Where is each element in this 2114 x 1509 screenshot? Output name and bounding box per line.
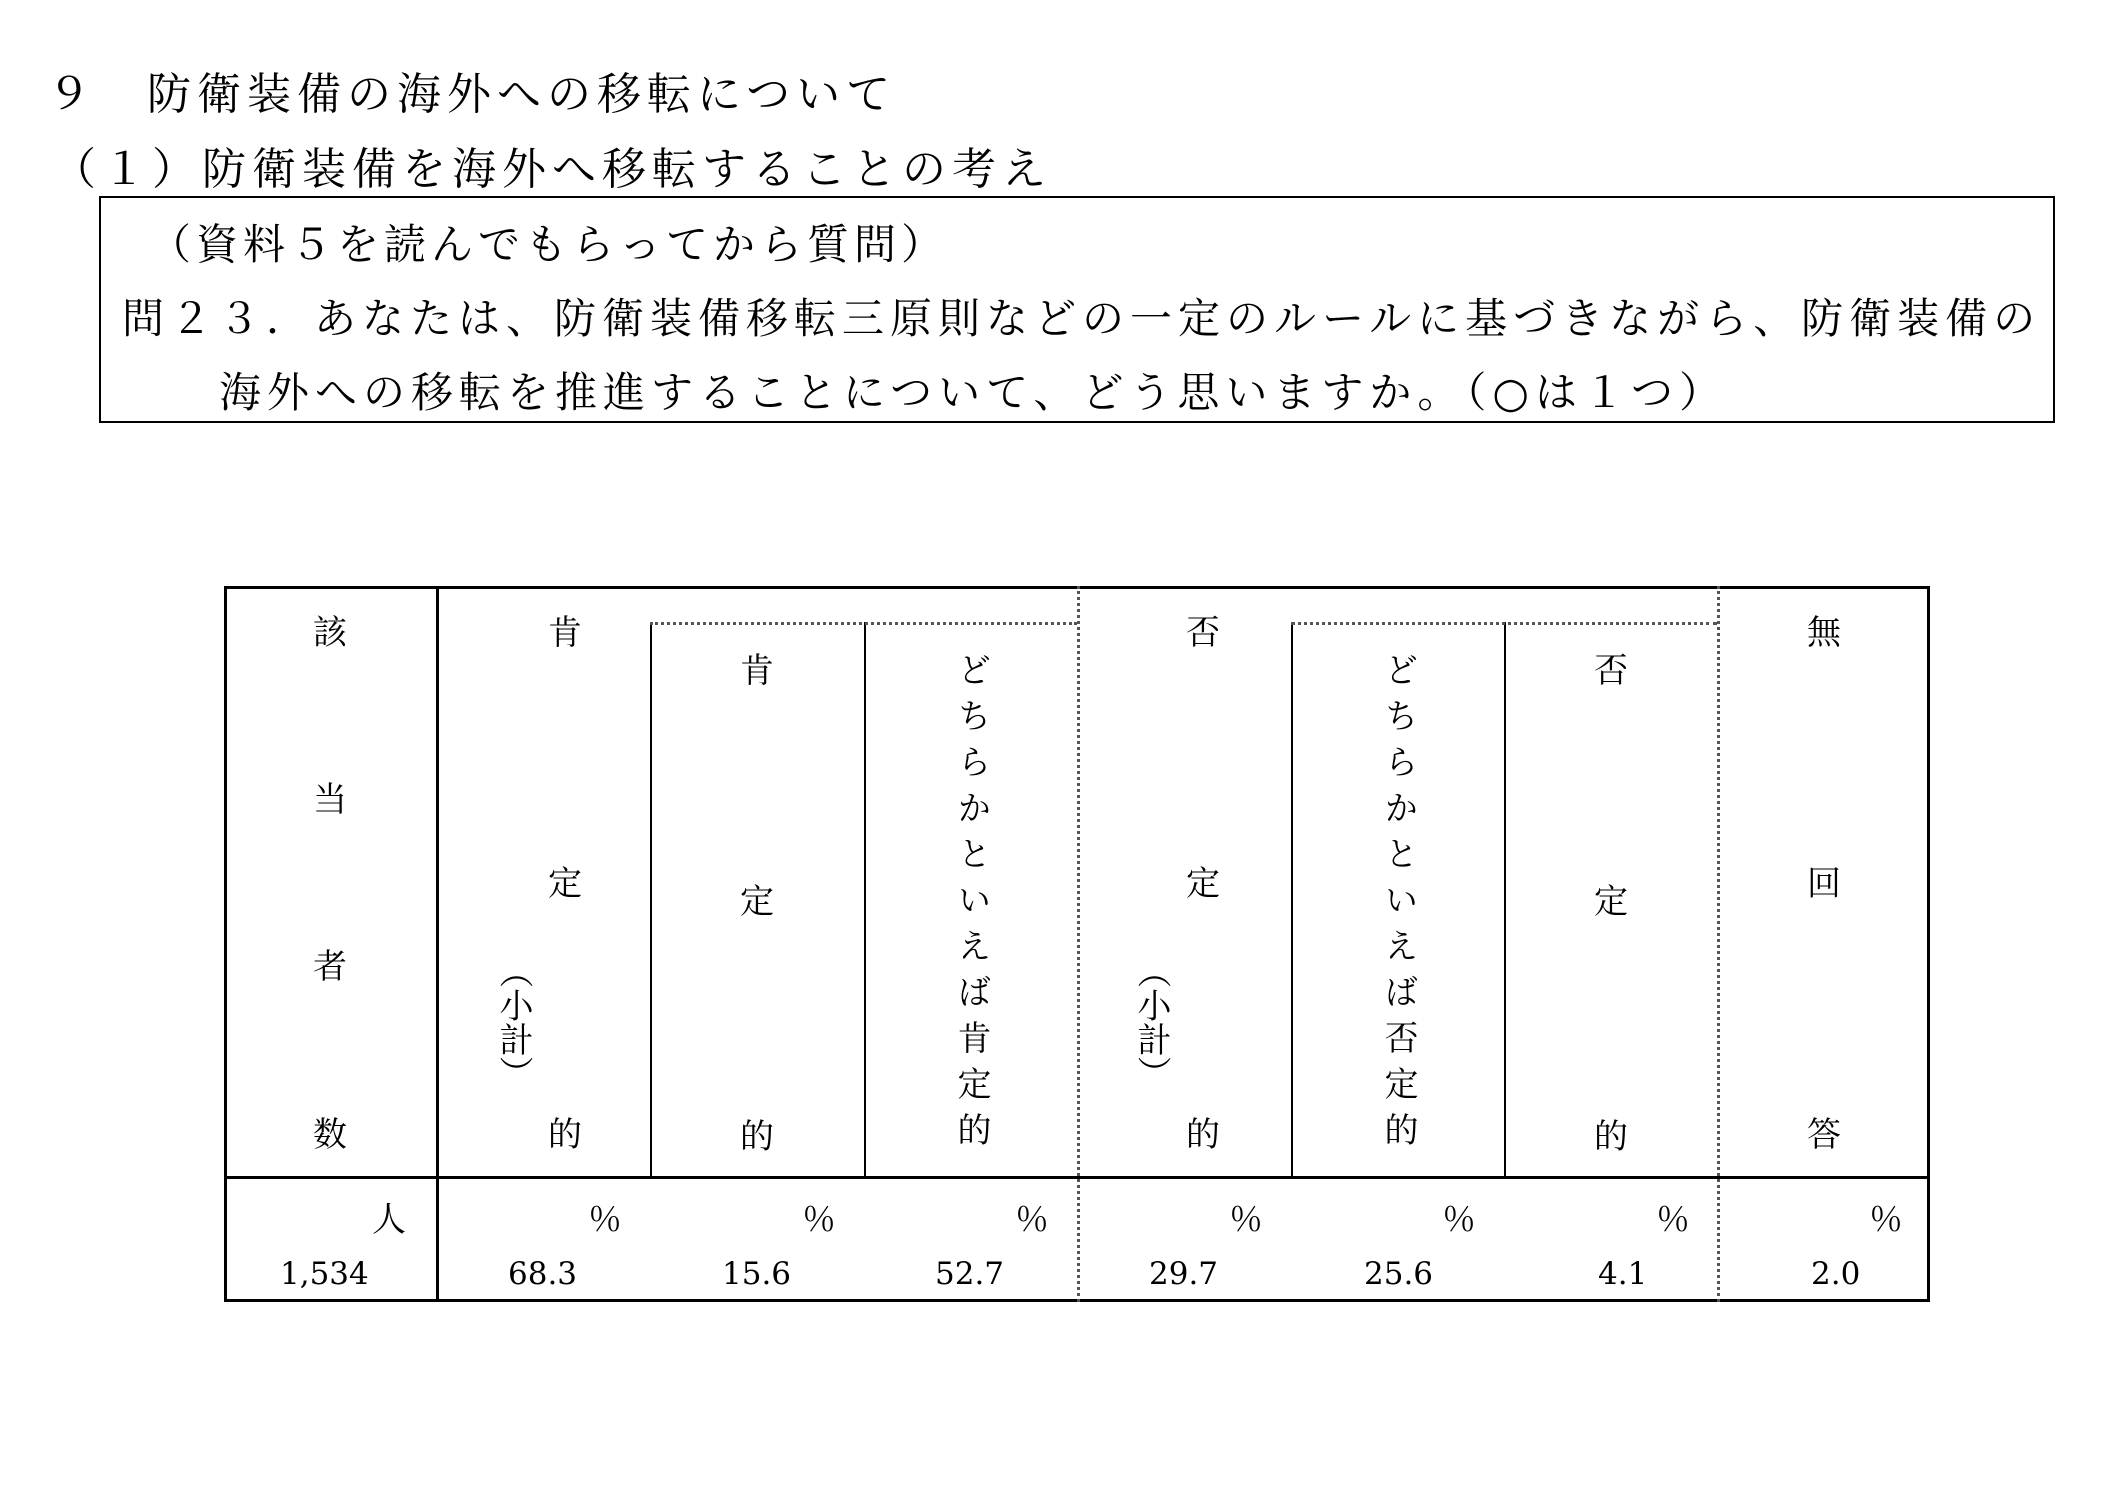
header-affirmative-total-char: 定 (548, 864, 582, 904)
subsection-heading: （１）防衛装備を海外へ移転することの考え (52, 144, 1052, 195)
header-affirmative-total-char: 的 (548, 1115, 582, 1155)
column-divider (864, 622, 866, 1176)
question-box (99, 196, 2055, 423)
header-negative-total-char: 否 (1186, 613, 1220, 653)
header-respondents-char: 当 (313, 780, 347, 820)
results-table (224, 586, 1930, 1302)
column-divider (436, 586, 439, 1302)
header-negative-total-char: 的 (1186, 1115, 1220, 1155)
header-affirmative-char: 定 (740, 882, 774, 922)
unit-label: ％ (1229, 1200, 1263, 1240)
column-divider (1077, 586, 1080, 1302)
question-text-line-2: 海外への移転を推進することについて、どう思いますか。（○は１つ） (219, 368, 1727, 417)
header-negative-subtotal-label: （小計） (1131, 954, 1171, 1090)
table-cell-value: 1,534 (280, 1256, 369, 1292)
unit-label: ％ (802, 1200, 836, 1240)
column-divider (1504, 622, 1506, 1176)
table-cell-value: 25.6 (1364, 1256, 1434, 1292)
header-no-answer-char: 無 (1807, 613, 1841, 653)
header-body-divider (224, 1176, 1930, 1179)
header-respondents-char: 者 (313, 947, 347, 987)
table-cell-value: 15.6 (722, 1256, 792, 1292)
unit-label: ％ (1869, 1200, 1903, 1240)
header-affirmative-char: 肯 (740, 651, 774, 691)
header-negative-char: 否 (1594, 651, 1628, 691)
header-negative-char: 的 (1594, 1117, 1628, 1157)
table-cell-value: 2.0 (1811, 1256, 1861, 1292)
subgroup-divider (1291, 622, 1717, 625)
unit-label: 人 (372, 1200, 406, 1240)
header-no-answer-char: 回 (1807, 864, 1841, 904)
header-affirmative-total-char: 肯 (548, 613, 582, 653)
subgroup-divider (650, 622, 1077, 625)
header-rather-affirmative: どちらかといえば肯定的 (951, 652, 991, 1158)
header-negative-char: 定 (1594, 882, 1628, 922)
table-cell-value: 29.7 (1149, 1256, 1219, 1292)
section-heading: ９ 防衛装備の海外への移転について (47, 69, 897, 120)
table-cell-value: 4.1 (1598, 1256, 1648, 1292)
header-negative-total-char: 定 (1186, 864, 1220, 904)
unit-label: ％ (1015, 1200, 1049, 1240)
header-no-answer-char: 答 (1807, 1115, 1841, 1155)
unit-label: ％ (588, 1200, 622, 1240)
question-note: （資料５を読んでもらってから質問） (149, 220, 949, 269)
column-divider (1717, 586, 1720, 1302)
table-cell-value: 68.3 (508, 1256, 578, 1292)
header-affirmative-subtotal-label: （小計） (493, 954, 533, 1090)
column-divider (650, 622, 652, 1176)
header-rather-negative: どちらかといえば否定的 (1378, 652, 1418, 1158)
unit-label: ％ (1656, 1200, 1690, 1240)
table-cell-value: 52.7 (935, 1256, 1005, 1292)
column-divider (1291, 622, 1293, 1176)
question-text-line-1: 問２３．あなたは、防衛装備移転三原則などの一定のルールに基づきながら、防衛装備の (122, 294, 2042, 343)
header-affirmative-char: 的 (740, 1117, 774, 1157)
header-respondents-char: 数 (313, 1115, 347, 1155)
unit-label: ％ (1442, 1200, 1476, 1240)
header-respondents-char: 該 (313, 613, 347, 653)
